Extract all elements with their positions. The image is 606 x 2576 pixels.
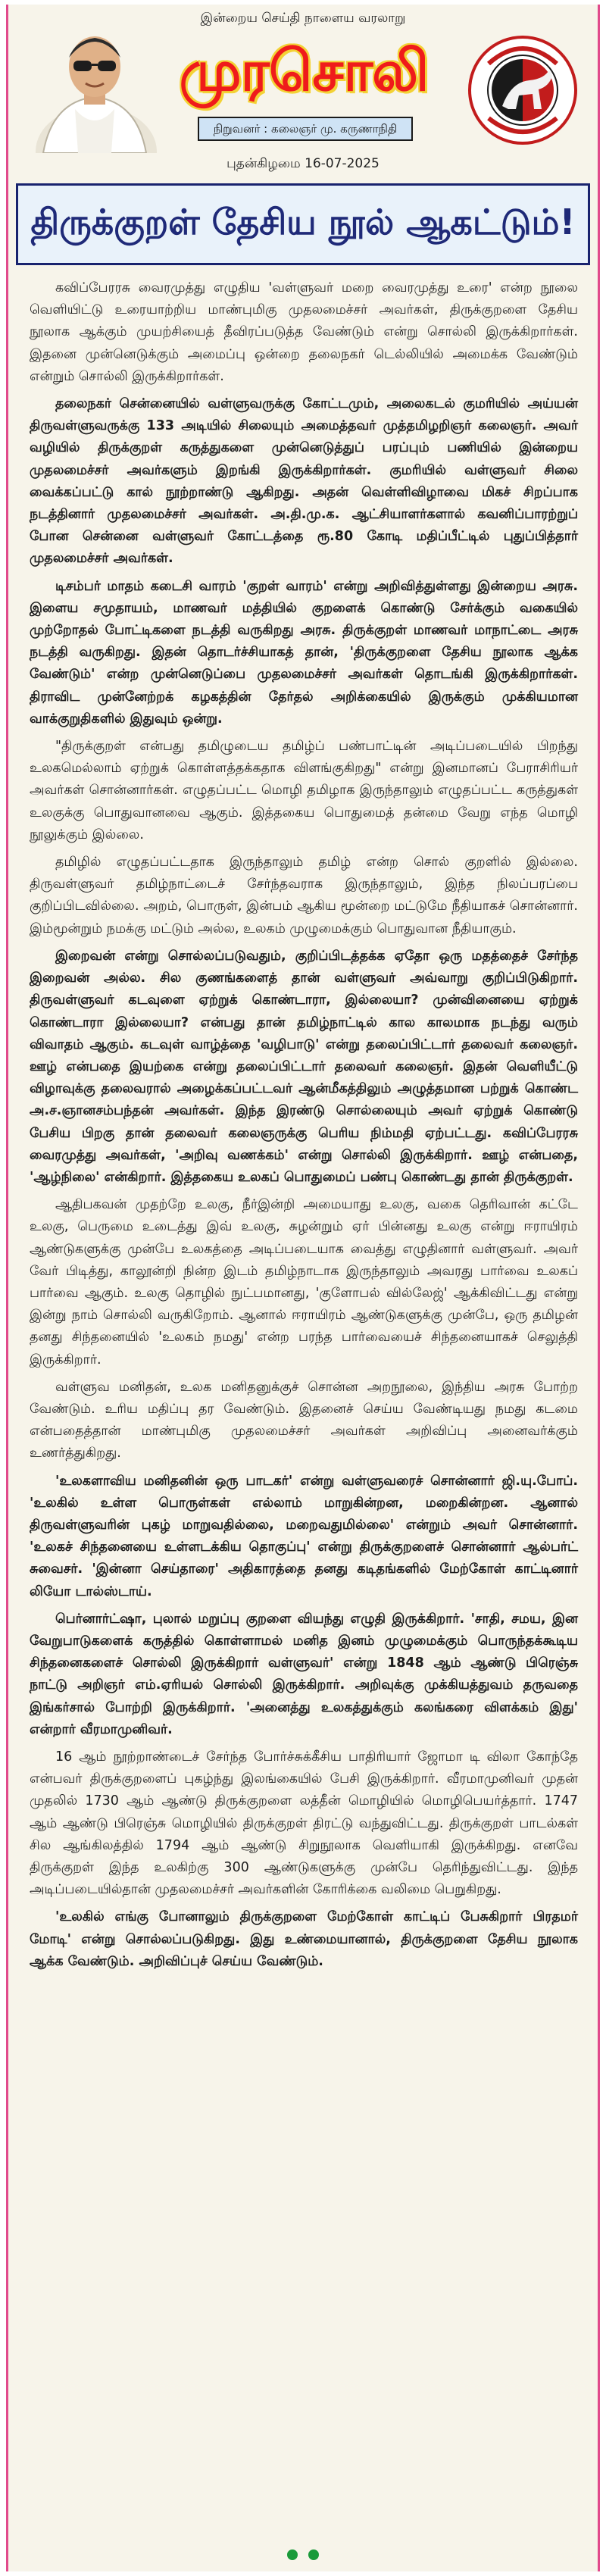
article-end-marker (8, 2549, 598, 2563)
masthead-tagline: இன்றைய செய்தி நாளைய வரலாறு (200, 11, 406, 26)
article-paragraph: 16 ஆம் நூற்றாண்டைச் சேர்ந்த போர்ச்சுக்கீசிய பாதிரியார் ஜோமா டி விலா கோந்தே என்பவர் திருக்குறளைப் புகழ்ந்து இலங்கையில் பேசி இருக்கிறார். வீரமாமுனிவர் முதன் முதலில் 1730 ஆம் ஆண்டு திருக்குறளை லத்தீன் மொழியில் மொழிபெயர்த்தார். 1747 ஆம் ஆண்டு பிரெஞ்சு மொழியில் திருக்குறள் திரட்டு வந்துவிட்டது. திருக்குறள் பாடல்கள் சில ஆங்கிலத்தில் 1794 ஆம் ஆண்டு சிறுநூலாக வெளியாகி இருக்கிறது. எனவே திருக்குறள் இந்த உலகிற்கு 300 ஆண்டுகளுக்கு முன்பே தெரிந்துவிட்டது. இந்த அடிப்படையில்தான் முதலமைச்சர் அவர்களின் கோரிக்கை வலிமை பெறுகிறது. (30, 1749, 578, 1898)
end-dot-icon (308, 2549, 319, 2560)
article-paragraph: தலைநகர் சென்னையில் வள்ளுவருக்கு கோட்டமும், அலைகடல் குமரியில் அய்யன் திருவள்ளுவருக்கு 133 அடியில் சிலையும் அமைத்தவர் முத்தமிழறிஞர் கலைஞர். அவர் வழியில் திருக்குறள் கருத்துகளை முன்னெடுத்துப் பரப்பும் பணியில் இன்றைய முதலமைச்சர் அவர்களும் இறங்கி இருக்கிறார்கள். குமரியில் வள்ளுவர் சிலை வைக்கப்பட்டு கால் நூற்றாண்டு ஆகிறது. அதன் வெள்ளிவிழாவை மிகச் சிறப்பாக நடத்தினார் முதலமைச்சர் அவர்கள். அ.தி.மு.க. ஆட்சியாளர்களால் கவனிப்பாரற்றுப் போன சென்னை வள்ளுவர் கோட்டத்தை ரூ.80 கோடி மதிப்பீட்டில் புதுப்பித்தார் முதலமைச்சர் அவர்கள். (30, 396, 578, 567)
end-dot-icon (287, 2549, 298, 2560)
issue-date: புதன்கிழமை 16-07-2025 (226, 156, 380, 171)
article-paragraph: 'உலகளாவிய மனிதனின் ஒரு பாடகர்' என்று வள்ளுவரைச் சொன்னார் ஜி.யு.போப். 'உலகில் உள்ள பொருள்கள் எல்லாம் மாறுகின்றன, மறைகின்றன. ஆனால் திருவள்ளுவரின் புகழ் மாறுவதில்லை, மறைவதுமில்லை' என்றும் அவர் சொன்னார். 'உலகச் சிந்தனையை உள்ளடக்கிய தொகுப்பு' என்று திருக்குறளைச் சொன்னார் ஆல்பர்ட் சுவைசர். 'இன்னா செய்தாரை' அதிகாரத்தை தனது கடிதங்களில் மேற்கோள் காட்டினார் லியோ டால்ஸ்டாய். (30, 1473, 578, 1599)
article-paragraph: பெர்னார்ட்ஷா, புலால் மறுப்பு குறளை வியந்து எழுதி இருக்கிறார். 'சாதி, சமய, இன வேறுபாடுகளைக் கருத்தில் கொள்ளாமல் மனித இனம் முழுமைக்கும் பொருந்தக்கூடிய சிந்தனைகளைச் சொல்லி இருக்கிறார் வள்ளுவர்' என்று 1848 ஆம் ஆண்டு பிரெஞ்சு நாட்டு அறிஞர் எம்.ஏரியல் சொல்லி இருக்கிறார். அறிவுக்கு முக்கியத்துவம் தருவதை இங்கர்சால் போற்றி இருக்கிறார். 'அனைத்து உலகத்துக்கும் கலங்கரை விளக்கம் இது' என்றார் வீரமாமுனிவர். (30, 1611, 578, 1737)
masthead-logo: முரசொலி (179, 39, 429, 104)
article-paragraph: டிசம்பர் மாதம் கடைசி வாரம் 'குறள் வாரம்' என்று அறிவித்துள்ளது இன்றைய அரசு. இளைய சமுதாயம், மாணவர் மத்தியில் குறளைக் கொண்டு சேர்க்கும் வகையில் முற்றோதல் போட்டிகளை நடத்தி வருகிறது அரசு. திருக்குறள் மாணவர் மாநாட்டை அரசு நடத்தி வருகிறது. இதன் தொடர்ச்சியாகத் தான், 'திருக்குறளை தேசிய நூலாக ஆக்க வேண்டும்' என்ற முன்னெடுப்பை முதலமைச்சர் அவர்கள் தொடங்கி இருக்கிறார்கள். திராவிட முன்னேற்றக் கழகத்தின் தேர்தல் அறிக்கையில் இருக்கும் முக்கியமான வாக்குறுதிகளில் இதுவும் ஒன்று. (30, 578, 578, 727)
article-paragraph: இறைவன் என்று சொல்லப்படுவதும், குறிப்பிடத்தக்க ஏதோ ஒரு மதத்தைச் சேர்ந்த இறைவன் அல்ல. சில குணங்களைத் தான் வள்ளுவர் அவ்வாறு குறிப்பிடுகிறார். திருவள்ளுவர் கடவுளை ஏற்றுக் கொண்டாரா, இல்லையா? முன்வினையை ஏற்றுக் கொண்டாரா இல்லையா? என்பது தான் தமிழ்நாட்டில் கால காலமாக நடந்து வரும் விவாதம் ஆகும். கடவுள் வாழ்த்தை 'வழிபாடு' என்று தலைப்பிட்டார் தலைவர் கலைஞர். ஊழ் என்பதை இயற்கை என்று தலைப்பிட்டார் தலைவர் கலைஞர். இதன் வெளியீட்டு விழாவுக்கு தலைவரால் அழைக்கப்பட்டவர் ஆன்மீகத்திலும் அழுத்தமான பற்றுக் கொண்ட அ.ச.ஞானசம்பந்தன் அவர்கள். இந்த இரண்டு சொல்லையும் அவர் ஏற்றுக் கொண்டு பேசிய பிறகு தான் தலைவர் கலைஞருக்கு பெரிய நிம்மதி ஏற்பட்டது. கவிப்பேரரசு வைரமுத்து அவர்கள், 'அறிவு வணக்கம்' என்று சொல்லி இருக்கிறார். ஊழ் என்பதை, 'ஆழ்நிலை' என்கிறார். இத்தகைய உலகப் பொதுமைப் பண்பு கொண்டது தான் திருக்குறள். (30, 948, 578, 1185)
article-paragraph: வள்ளுவ மனிதன், உலக மனிதனுக்குச் சொன்ன அறநூலை, இந்திய அரசு போற்ற வேண்டும். உரிய மதிப்பு தர வேண்டும். இதனைச் செய்ய வேண்டியது நமது கடமை என்பதைத்தான் மாண்புமிகு முதலமைச்சர் அவர்கள் அறிவிப்பு அனைவர்க்கும் உணர்த்துகிறது. (30, 1379, 578, 1462)
article-paragraph: தமிழில் எழுதப்பட்டதாக இருந்தாலும் தமிழ் என்ற சொல் குறளில் இல்லை. திருவள்ளுவர் தமிழ்நாட்டைச் சேர்ந்தவராக இருந்தாலும், இந்த நிலப்பரப்பை குறிப்பிடவில்லை. அறம், பொருள், இன்பம் ஆகிய மூன்றை மட்டுமே நீதியாகச் சொன்னார். இம்மூன்றும் நமக்கு மட்டும் அல்ல, உலகம் முழுமைக்கும் பொதுவான நீதியாகும். (30, 855, 578, 936)
article-paragraph: 'உலகில் எங்கு போனாலும் திருக்குறளை மேற்கோள் காட்டிப் பேசுகிறார் பிரதமர் மோடி' என்று சொல்லப்படுகிறது. இது உண்மையானால், திருக்குறளை தேசிய நூலாக ஆக்க வேண்டும். அறிவிப்புச் செய்ய வேண்டும். (30, 1909, 578, 1969)
founder-portrait-icon (30, 18, 158, 153)
article-paragraph: "திருக்குறள் என்பது தமிழுடைய தமிழ்ப் பண்பாட்டின் அடிப்படையில் பிறந்து உலகமெல்லாம் ஏற்றுக் கொள்ளத்தக்கதாக விளங்குகிறது" என்று இனமானப் பேராசிரியர் அவர்கள் சொன்னார்கள். எழுதப்பட்ட மொழி தமிழாக இருந்தாலும் எழுதப்பட்ட கருத்துகள் உலகுக்கு பொதுவானவை ஆகும். இத்தகைய பொதுமைத் தன்மை வேறு எந்த மொழி நூலுக்கும் இல்லை. (30, 739, 578, 843)
article-title: திருக்குறள் தேசிய நூல் ஆகட்டும்! (30, 201, 576, 242)
newspaper-page (6, 5, 600, 2571)
article-paragraph: கவிப்பேரரசு வைரமுத்து எழுதிய 'வள்ளுவர் மறை வைரமுத்து உரை' என்ற நூலை வெளியிட்டு உரையாற்றிய மாண்புமிகு முதலமைச்சர் அவர்கள், திருக்குறளை தேசிய நூலாக ஆக்கும் முயற்சியைத் தீவிரப்படுத்த வேண்டும் என்று சொல்லி இருக்கிறார்கள். இதனை முன்னெடுக்கும் அமைப்பு ஒன்றை தலைநகர் டெல்லியில் அமைக்க வேண்டும் என்றும் சொல்லி இருக்கிறார்கள். (30, 280, 578, 384)
party-emblem-icon (466, 33, 579, 147)
founder-banner: நிறுவனர் : கலைஞர் மு. கருணாநிதி (198, 117, 413, 141)
masthead (8, 5, 598, 177)
article-title-box (16, 183, 590, 265)
article-paragraph: ஆதிபகவன் முதற்றே உலகு, நீர்இன்றி அமையாது உலகு, வகை தெரிவான் கட்டே உலகு, பெருமை உடைத்து இவ் உலகு, சுழன்றும் ஏர் பின்னது உலகு என்று ஈராயிரம் ஆண்டுகளுக்கு முன்பே உலகத்தை அடிப்படையாக வைத்து எழுதினார் வள்ளுவர். அவர் வேர் பிடித்து, காலூன்றி நின்ற இடம் தமிழ்நாடாக இருந்தாலும் அவரது பார்வை உலகப் பார்வை ஆகும். உலகு தொழில் நுட்பமானது, 'குளோபல் வில்லேஜ்' ஆக்கிவிட்டது என்று இன்று நாம் சொல்லி வருகிறோம். ஆனால் ஈராயிரம் ஆண்டுகளுக்கு முன்பே, ஒரு தமிழன் தனது சிந்தனையில் 'உலகம் நமது' என்ற பரந்த பார்வையைச் சிந்தனையாகச் செலுத்தி இருக்கிறார். (30, 1197, 578, 1368)
article-body (30, 277, 578, 1978)
